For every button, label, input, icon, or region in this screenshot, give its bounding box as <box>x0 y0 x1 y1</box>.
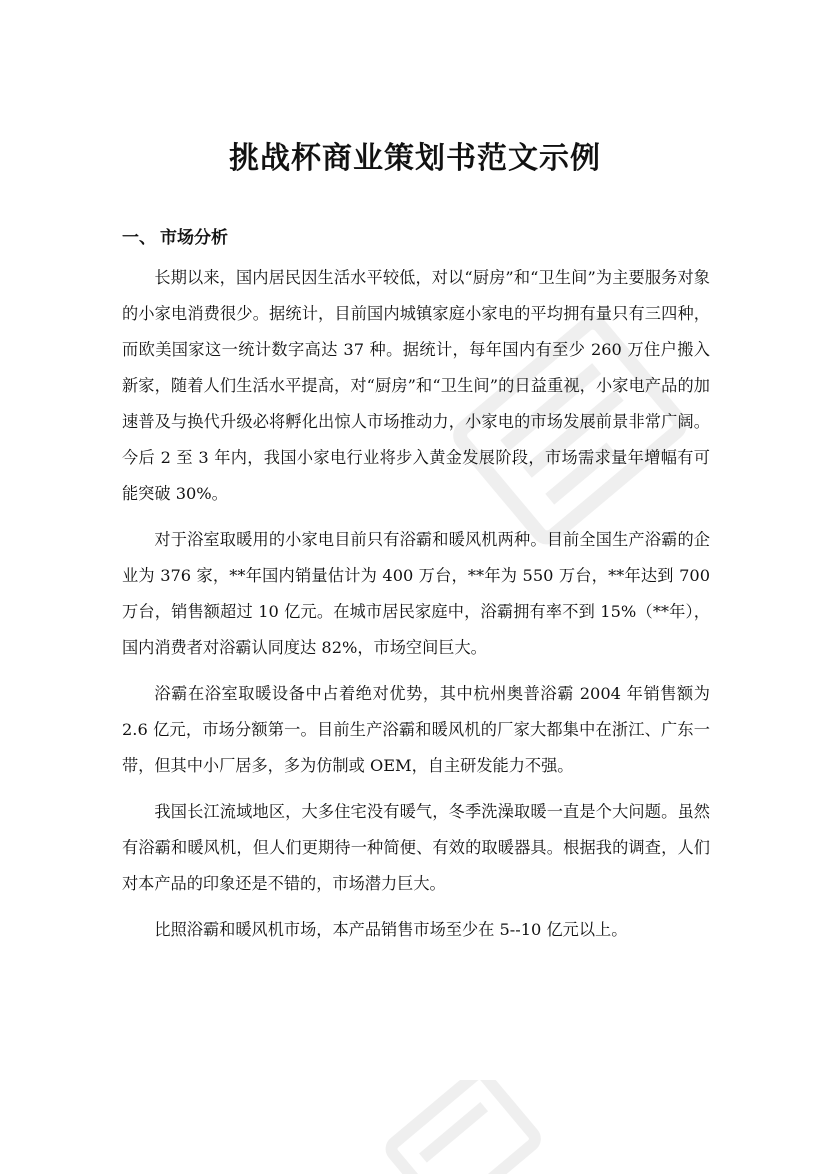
paragraph: 我国长江流域地区，大多住宅没有暖气，冬季洗澡取暖一直是个大问题。虽然有浴霸和暖风机，但人们更期待一种简便、有效的取暖器具。根据我的调查，人们对本产品的印象还是不错的，市场潜力巨大。 <box>122 802 710 893</box>
paragraph: 浴霸在浴室取暖设备中占着绝对优势，其中杭州奥普浴霸 2004 年销售额为 2.6 亿元，市场分额第一。目前生产浴霸和暖风机的厂家大都集中在浙江、广东一带，但其中小厂居多，多为仿制或 OEM，自主研发能力不强。 <box>122 684 710 775</box>
section-heading-text: 市场分析 <box>160 228 228 248</box>
paragraph: 长期以来，国内居民因生活水平较低，对以“厨房”和“卫生间”为主要服务对象的小家电消费很少。据统计，目前国内城镇家庭小家电的平均拥有量只有三四种，而欧美国家这一统计数字高达 37 种。据统计，每年国内有至少 260 万住户搬入新家，随着人们生活水平提高，对“厨房”和“卫生间”的日益重视，小家电产品的加速普及与换代升级必将孵化出惊人市场推动力，小家电的市场发展前景非常广阔。今后 2 至 3 年内，我国小家电行业将步入黄金发展阶段，市场需求量年增幅有可能突破 30%。 <box>122 268 710 503</box>
section-number: 一、 <box>122 228 156 248</box>
paragraph: 比照浴霸和暖风机市场，本产品销售市场至少在 5--10 亿元以上。 <box>154 920 628 939</box>
section-heading <box>122 225 228 251</box>
document-body <box>122 260 710 958</box>
page-title: 挑战杯商业策划书范文示例 <box>229 141 601 176</box>
paragraph: 对于浴室取暖用的小家电目前只有浴霸和暖风机两种。目前全国生产浴霸的企业为 376 家，**年国内销量估计为 400 万台，**年为 550 万台，**年达到 700 万台，销售额超过 10 亿元。在城市居民家庭中，浴霸拥有率不到 15%（**年），国内消费者对浴霸认同度达 82%，市场空间巨大。 <box>122 530 710 657</box>
watermark-icon <box>370 1080 550 1174</box>
